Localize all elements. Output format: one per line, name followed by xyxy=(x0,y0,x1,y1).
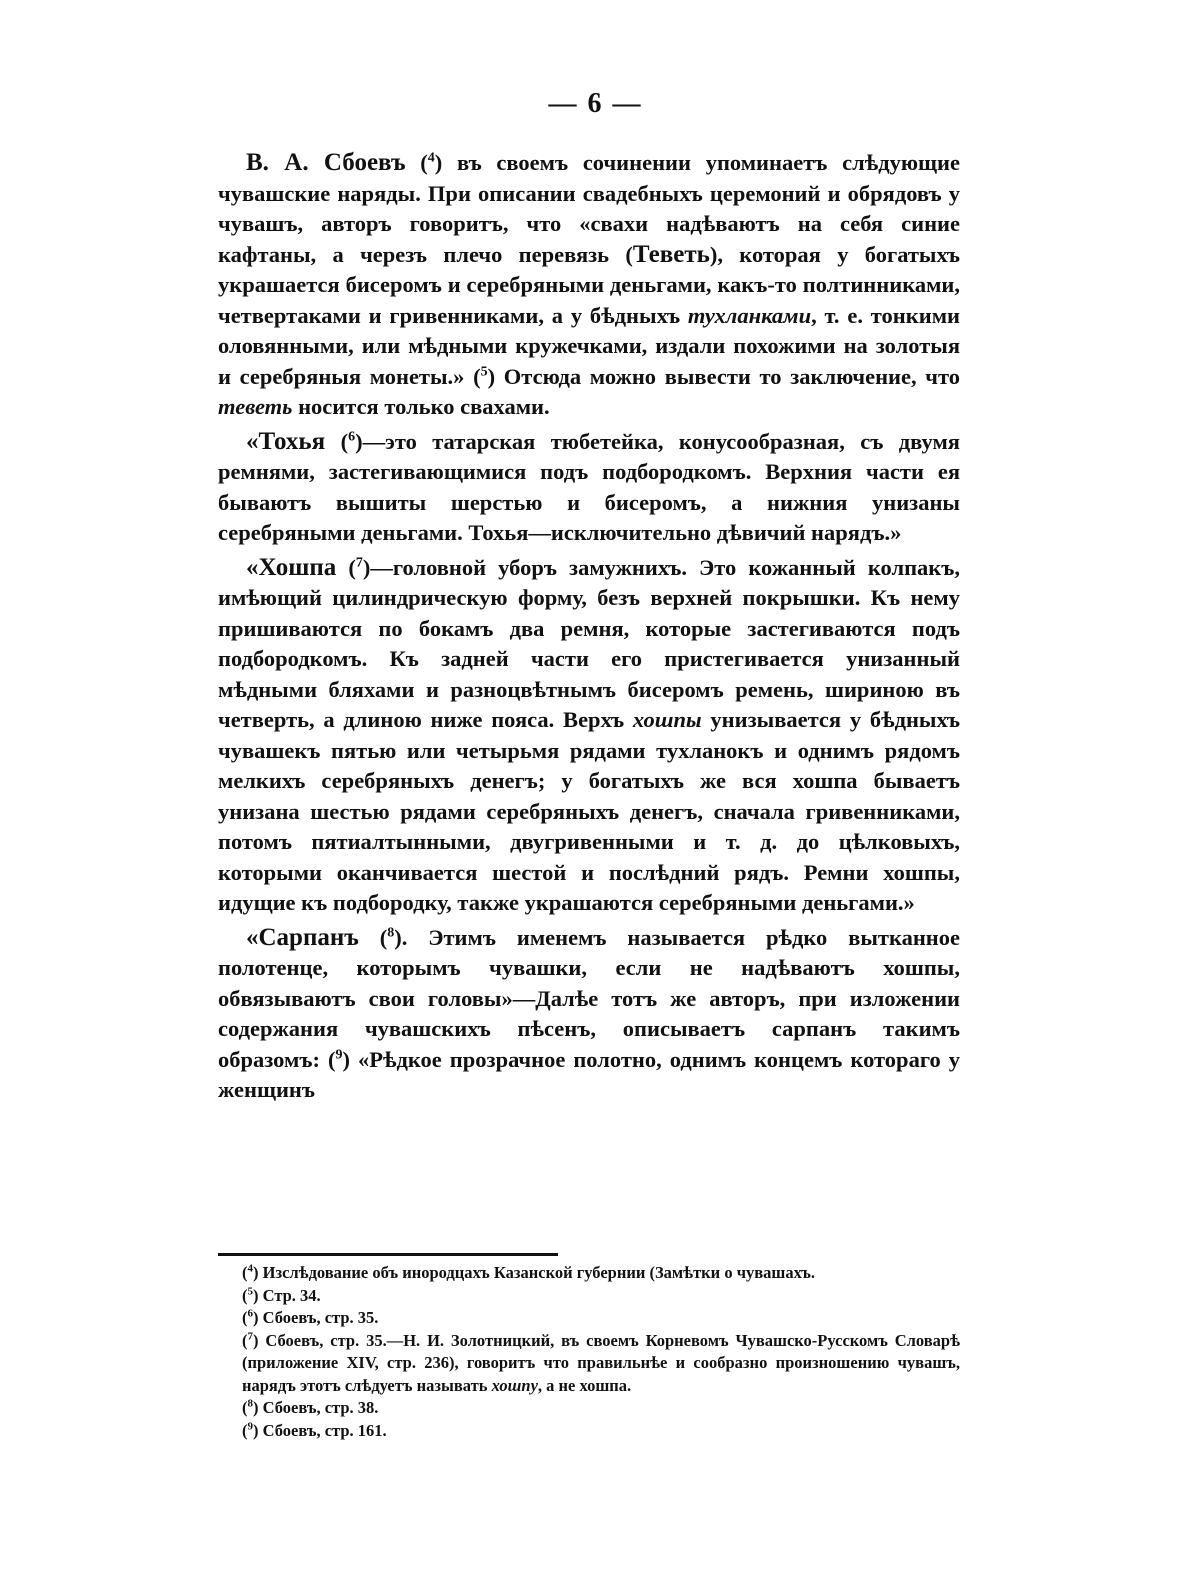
paragraph-text: носится только свахами. xyxy=(292,394,550,419)
term-khoshpa: «Хошпа xyxy=(246,553,337,581)
paragraph-text: Отсюда можно вывести то заключение, что xyxy=(495,363,960,389)
footnote-ref: 9 xyxy=(335,1047,343,1062)
paragraph-text: . Этимъ именемъ называется рѣдко вытканное полотенце, которымъ чувашки, если не надѣваютъ хошпы, обвязываютъ свои головы»—Далѣе тотъ же авторъ, при изложении содержания чувашскихъ пѣсенъ, описываетъ сарпанъ такимъ образомъ: xyxy=(218,924,960,1072)
paragraph-text: —головной уборъ замужнихъ. Это кожанный колпакъ, имѣющий цилиндрическую форму, безъ верхней покрышки. Къ нему пришиваются по бокамъ два ремня, которые застегиваются подъ подбородкомъ. Къ задней части его пристегивается унизанный мѣдными бляхами и разноцвѣтнымъ бисеромъ ремень, шириною въ четверть, а длиною ниже пояса. Верхъ xyxy=(218,554,960,732)
footnote-text: Сбоевъ, стр. 35.—Н. И. Золотницкий, въ своемъ Корневомъ Чувашско-Русскомъ Словарѣ (приложение XIV, стр. 236), говоритъ что правильнѣе и сообразно произношению чувашъ, нарядъ этотъ слѣдуетъ называть xyxy=(242,1330,960,1395)
paragraph-khoshpa: «Хошпа ($^7$)—головной уборъ замужнихъ. Это кожанный колпакъ, имѣющий цилиндрическую форму, безъ верхней покрышки. Къ нему пришиваются по бокамъ два ремня, которые застегиваются подъ подбородкомъ. Къ задней части его пристегивается унизанный мѣдными бляхами и разноцвѣтнымъ бисеромъ ремень, шириною въ четверть, а длиною ниже пояса. Верхъ хошпы унизывается у бѣдныхъ чувашекъ пятью или четырьмя рядами тухланокъ и однимъ рядомъ мелкихъ серебряныхъ денегъ; у богатыхъ же вся хошпа бываетъ унизана шестью рядами серебряныхъ денегъ, сначала гривенниками, потомъ пятиалтынными, двугривенными и т. д. до цѣлковыхъ, которыми оканчивается шестой и послѣдний рядъ. Ремни хошпы, идущие къ подбородку, также украшаются серебряными деньгами.» xyxy=(218,553,960,915)
footnote-text: Сбоевъ, стр. 38. xyxy=(262,1398,379,1417)
footnote-number: 9 xyxy=(247,1420,253,1432)
footnote-number: 7 xyxy=(247,1330,253,1342)
page-number: — 6 — xyxy=(548,88,643,119)
footnote-text: Сбоевъ, стр. 35. xyxy=(262,1308,379,1327)
footnote: ($^4$) Изслѣдование объ инородцахъ Казанской губернии (Замѣтки о чувашахъ. xyxy=(242,1262,815,1282)
footnote-ref: 5 xyxy=(480,364,488,379)
footnote: ($^6$) Сбоевъ, стр. 35. xyxy=(242,1307,379,1327)
paragraph-sarpan: «Сарпанъ ($^8$). Этимъ именемъ называется рѣдко вытканное полотенце, которымъ чувашки, если не надѣваютъ хошпы, обвязываютъ свои головы»—Далѣе тотъ же авторъ, при изложении содержания чувашскихъ пѣсенъ, описываетъ сарпанъ такимъ образомъ: ($^9$) «Рѣдкое прозрачное полотно, однимъ концемъ котораго у женщинъ xyxy=(218,923,960,1102)
author-name: В. А. Сбоевъ xyxy=(246,149,406,176)
footnote-ref: 7 xyxy=(355,555,363,570)
paragraph-text: ), которая у богатыхъ украшается бисеромъ и серебряными деньгами, какъ-то полтинниками, четвертаками и гривенниками, а у бѣдныхъ xyxy=(218,241,960,328)
footnote: ($^8$) Сбоевъ, стр. 38. xyxy=(242,1397,379,1417)
footnote-italic-term: хошпу xyxy=(491,1375,538,1395)
footnote-number: 6 xyxy=(247,1307,253,1320)
paragraph-text: , т. е. тонкими оловянными, или мѣдными кружечками, издали похожими на золотыя и серебряныя монеты.» xyxy=(218,302,960,389)
term-sarpan: «Сарпанъ xyxy=(246,923,359,951)
footnotes xyxy=(218,1262,960,1442)
term-tokhya: «Тохья xyxy=(246,427,326,455)
paragraph-sboev: В. А. Сбоевъ ($^4$) въ своемъ сочинении упоминаетъ слѣдующие чувашские наряды. При описании свадебныхъ церемоний и обрядовъ у чувашъ, авторъ говоритъ, что «свахи надѣваютъ на себя синие кафтаны, а черезъ плечо перевязь (Теветь), которая у богатыхъ украшается бисеромъ и серебряными деньгами, какъ-то полтинниками, четвертаками и гривенниками, а у бѣдныхъ тухланками, т. е. тонкими оловянными, или мѣдными кружечками, издали похожими на золотыя и серебряныя монеты.» ($^5$) Отсюда можно вывести то заключение, что теветь носится только свахами. xyxy=(218,149,960,419)
footnote-number: 8 xyxy=(247,1397,253,1410)
body-text xyxy=(218,148,960,1106)
footnote-text: Стр. 34. xyxy=(262,1285,321,1305)
italic-term: хошпы xyxy=(632,707,702,732)
paragraph-text: въ своемъ сочинении упоминаетъ слѣдующие чувашские наряды. При описании свадебныхъ церемоний и обрядовъ у чувашъ, авторъ говоритъ, что «свахи надѣваютъ на себя синие кафтаны, а черезъ плечо перевязь ( xyxy=(218,150,960,267)
footnote-text: Изслѣдование объ инородцахъ Казанской губернии (Замѣтки о чувашахъ. xyxy=(262,1263,815,1282)
term-tevet: Теветь xyxy=(632,240,710,268)
footnote-text: , а не хошпа. xyxy=(537,1375,632,1395)
footnote-number: 5 xyxy=(247,1285,253,1297)
footnote: ($^7$) Сбоевъ, стр. 35.—Н. И. Золотницкий, въ своемъ Корневомъ Чувашско-Русскомъ Словарѣ (приложение XIV, стр. 236), говоритъ что правильнѣе и сообразно произношению чувашъ, нарядъ этотъ слѣдуетъ называть хошпу, а не хошпа. xyxy=(242,1330,960,1395)
paragraph-tokhya: «Тохья ($^6$)—это татарская тюбетейка, конусообразная, съ двумя ремнями, застегивающимися подъ подбородкомъ. Верхния части ея бываютъ вышиты шерстью и бисеромъ, а нижния унизаны серебряными деньгами. Тохья—исключительно дѣвичий нарядъ.» xyxy=(218,427,960,545)
footnote-divider xyxy=(218,1253,558,1256)
footnote-text: Сбоевъ, стр. 161. xyxy=(262,1420,387,1440)
paragraph-text: —это татарская тюбетейка, конусообразная, съ двумя ремнями, застегивающимися подъ подбородкомъ. Верхния части ея бываютъ вышиты шерстью и бисеромъ, а нижния унизаны серебряными деньгами. Тохья—исключительно дѣвичий нарядъ.» xyxy=(218,428,960,545)
paragraph-text: унизывается у бѣдныхъ чувашекъ пятью или четырьмя рядами тухланокъ и однимъ рядомъ мелкихъ серебряныхъ денегъ; у богатыхъ же вся хошпа бываетъ унизана шестью рядами серебряныхъ денегъ, сначала гривенниками, потомъ пятиалтынными, двугривенными и т. д. до цѣлковыхъ, которыми оканчивается шестой и послѣдний рядъ. Ремни хошпы, идущие къ подбородку, также украшаются серебряными деньгами.» xyxy=(218,707,960,915)
footnote-ref: 4 xyxy=(427,150,435,166)
footnote: ($^5$) Стр. 34. xyxy=(242,1285,321,1305)
italic-term: теветь xyxy=(218,394,293,419)
footnote: ($^9$) Сбоевъ, стр. 161. xyxy=(242,1420,387,1440)
footnote-number: 4 xyxy=(247,1262,253,1275)
italic-term: тухланками xyxy=(687,302,812,328)
footnote-ref: 8 xyxy=(387,925,395,940)
footnote-ref: 6 xyxy=(348,429,356,444)
paragraph-text: «Рѣдкое прозрачное полотно, однимъ концемъ котораго у женщинъ xyxy=(218,1046,960,1102)
